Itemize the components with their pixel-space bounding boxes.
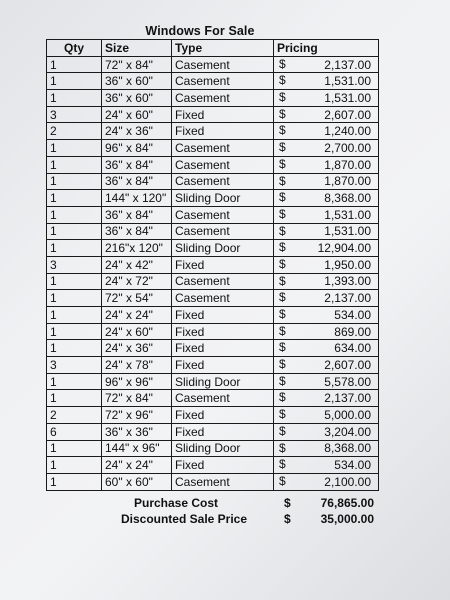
type-cell: Casement (172, 206, 274, 223)
currency-symbol: $ (279, 106, 286, 121)
header-size: Size (102, 40, 172, 57)
currency-symbol: $ (279, 206, 286, 221)
type-cell: Casement (172, 156, 274, 173)
price-cell (274, 357, 379, 374)
type-cell: Fixed (172, 340, 274, 357)
size-cell: 216"x 120" (102, 240, 172, 257)
table-row (47, 357, 379, 374)
price-cell (274, 90, 379, 107)
size-cell: 36" x 84" (102, 223, 172, 240)
table-row (47, 56, 379, 73)
purchase-cost-label: Purchase Cost (133, 496, 219, 510)
currency-symbol: $ (279, 56, 286, 71)
currency-symbol: $ (279, 140, 286, 155)
qty-cell: 1 (47, 90, 102, 107)
qty-cell: 1 (47, 140, 102, 157)
price-cell (274, 156, 379, 173)
table-body (47, 56, 379, 490)
size-cell: 36" x 36" (102, 423, 172, 440)
type-cell: Fixed (172, 323, 274, 340)
qty-cell: 1 (47, 390, 102, 407)
size-cell: 72" x 96" (102, 407, 172, 424)
currency-symbol: $ (279, 373, 286, 388)
price-amount: 3,204.00 (324, 424, 371, 439)
price-cell (274, 473, 379, 490)
type-cell: Casement (172, 273, 274, 290)
table-row (47, 223, 379, 240)
price-cell (274, 373, 379, 390)
size-cell: 36" x 60" (102, 73, 172, 90)
price-amount: 634.00 (334, 341, 371, 356)
header-type: Type (172, 40, 274, 57)
currency-symbol: $ (279, 357, 286, 372)
currency-symbol: $ (279, 323, 286, 338)
table-row (47, 423, 379, 440)
type-cell: Casement (172, 223, 274, 240)
price-amount: 1,531.00 (324, 90, 371, 105)
type-cell: Casement (172, 73, 274, 90)
currency-symbol: $ (279, 173, 286, 188)
discounted-price-row (46, 511, 378, 527)
table-row (47, 373, 379, 390)
price-cell (274, 73, 379, 90)
qty-cell: 1 (47, 373, 102, 390)
price-cell (274, 440, 379, 457)
qty-cell: 2 (47, 407, 102, 424)
qty-cell: 1 (47, 56, 102, 73)
currency-symbol: $ (279, 307, 286, 321)
size-cell: 36" x 84" (102, 173, 172, 190)
currency-symbol: $ (279, 156, 286, 171)
price-amount: 1,531.00 (324, 224, 371, 239)
qty-cell: 1 (47, 440, 102, 457)
currency-symbol: $ (279, 290, 286, 305)
discounted-price-currency: $ (284, 512, 291, 526)
table-row (47, 323, 379, 340)
qty-cell: 1 (47, 290, 102, 307)
purchase-cost-currency: $ (284, 496, 291, 510)
purchase-cost-value: 76,865.00 (320, 496, 374, 510)
qty-cell: 6 (47, 423, 102, 440)
size-cell: 144" x 96" (102, 440, 172, 457)
qty-cell: 1 (47, 156, 102, 173)
table-row (47, 173, 379, 190)
size-cell: 24" x 24" (102, 307, 172, 324)
size-cell: 96" x 84" (102, 140, 172, 157)
type-cell: Fixed (172, 423, 274, 440)
currency-symbol: $ (279, 240, 286, 255)
price-amount: 534.00 (334, 458, 371, 473)
type-cell: Sliding Door (172, 373, 274, 390)
size-cell: 24" x 36" (102, 123, 172, 140)
size-cell: 96" x 96" (102, 373, 172, 390)
price-cell (274, 457, 379, 474)
table-row (47, 240, 379, 257)
qty-cell: 1 (47, 173, 102, 190)
size-cell: 72" x 84" (102, 56, 172, 73)
price-cell (274, 323, 379, 340)
price-cell (274, 290, 379, 307)
type-cell: Casement (172, 56, 274, 73)
type-cell: Fixed (172, 106, 274, 123)
size-cell: 24" x 36" (102, 340, 172, 357)
size-cell: 36" x 60" (102, 90, 172, 107)
price-amount: 1,950.00 (324, 257, 371, 272)
price-amount: 2,137.00 (324, 291, 371, 306)
table-row (47, 440, 379, 457)
price-cell (274, 273, 379, 290)
currency-symbol: $ (279, 423, 286, 438)
price-amount: 5,000.00 (324, 407, 371, 422)
price-cell (274, 140, 379, 157)
currency-symbol: $ (279, 223, 286, 238)
size-cell: 144" x 120" (102, 190, 172, 207)
price-cell (274, 240, 379, 257)
currency-symbol: $ (279, 407, 286, 422)
type-cell: Casement (172, 90, 274, 107)
price-cell (274, 206, 379, 223)
type-cell: Fixed (172, 256, 274, 273)
price-amount: 12,904.00 (317, 241, 371, 256)
qty-cell: 1 (47, 206, 102, 223)
currency-symbol: $ (279, 90, 286, 105)
header-pricing: Pricing (274, 40, 379, 57)
currency-symbol: $ (279, 457, 286, 472)
qty-cell: 1 (47, 340, 102, 357)
table-row (47, 473, 379, 490)
currency-symbol: $ (279, 256, 286, 271)
price-amount: 5,578.00 (324, 374, 371, 389)
type-cell: Casement (172, 390, 274, 407)
table-row (47, 140, 379, 157)
price-amount: 1,870.00 (324, 174, 371, 189)
table-row (47, 256, 379, 273)
type-cell: Casement (172, 290, 274, 307)
size-cell: 36" x 84" (102, 206, 172, 223)
table-row (47, 123, 379, 140)
currency-symbol: $ (279, 123, 286, 138)
table-row (47, 206, 379, 223)
type-cell: Fixed (172, 307, 274, 324)
qty-cell: 1 (47, 323, 102, 340)
type-cell: Sliding Door (172, 190, 274, 207)
price-amount: 1,531.00 (324, 74, 371, 89)
price-cell (274, 123, 379, 140)
table-header-row (47, 40, 379, 57)
price-cell (274, 307, 379, 324)
price-cell (274, 56, 379, 73)
type-cell: Casement (172, 473, 274, 490)
currency-symbol: $ (279, 340, 286, 355)
qty-cell: 1 (47, 73, 102, 90)
discounted-price-label: Discounted Sale Price (120, 512, 248, 526)
size-cell: 24" x 78" (102, 357, 172, 374)
price-amount: 534.00 (334, 307, 371, 322)
table-row (47, 106, 379, 123)
qty-cell: 1 (47, 307, 102, 324)
purchase-cost-row (46, 495, 378, 511)
price-amount: 2,607.00 (324, 357, 371, 372)
price-amount: 1,240.00 (324, 124, 371, 139)
type-cell: Sliding Door (172, 440, 274, 457)
currency-symbol: $ (279, 273, 286, 288)
table-row (47, 407, 379, 424)
type-cell: Casement (172, 173, 274, 190)
table-row (47, 290, 379, 307)
price-cell (274, 223, 379, 240)
size-cell: 24" x 60" (102, 323, 172, 340)
type-cell: Fixed (172, 357, 274, 374)
currency-symbol: $ (279, 473, 286, 488)
table-row (47, 307, 379, 324)
size-cell: 72" x 54" (102, 290, 172, 307)
price-amount: 2,700.00 (324, 140, 371, 155)
price-amount: 869.00 (334, 324, 371, 339)
size-cell: 72" x 84" (102, 390, 172, 407)
price-cell (274, 390, 379, 407)
windows-table (46, 39, 379, 491)
price-amount: 1,531.00 (324, 207, 371, 222)
price-cell (274, 407, 379, 424)
price-amount: 2,607.00 (324, 107, 371, 122)
price-cell (274, 340, 379, 357)
type-cell: Sliding Door (172, 240, 274, 257)
table-row (47, 273, 379, 290)
table-row (47, 156, 379, 173)
table-row (47, 190, 379, 207)
table-row (47, 457, 379, 474)
type-cell: Casement (172, 140, 274, 157)
qty-cell: 2 (47, 123, 102, 140)
currency-symbol: $ (279, 190, 286, 205)
qty-cell: 1 (47, 190, 102, 207)
qty-cell: 3 (47, 256, 102, 273)
price-amount: 1,393.00 (324, 274, 371, 289)
type-cell: Fixed (172, 457, 274, 474)
size-cell: 24" x 60" (102, 106, 172, 123)
price-amount: 2,137.00 (324, 57, 371, 72)
qty-cell: 1 (47, 457, 102, 474)
table-row (47, 340, 379, 357)
qty-cell: 1 (47, 473, 102, 490)
currency-symbol: $ (279, 440, 286, 455)
size-cell: 24" x 42" (102, 256, 172, 273)
currency-symbol: $ (279, 390, 286, 405)
price-cell (274, 190, 379, 207)
size-cell: 60" x 60" (102, 473, 172, 490)
size-cell: 24" x 72" (102, 273, 172, 290)
price-amount: 8,368.00 (324, 441, 371, 456)
table-row (47, 73, 379, 90)
price-amount: 2,137.00 (324, 391, 371, 406)
table-row (47, 90, 379, 107)
size-cell: 36" x 84" (102, 156, 172, 173)
price-cell (274, 106, 379, 123)
table-row (47, 390, 379, 407)
price-cell (274, 256, 379, 273)
price-cell (274, 423, 379, 440)
qty-cell: 1 (47, 273, 102, 290)
size-cell: 24" x 24" (102, 457, 172, 474)
qty-cell: 1 (47, 240, 102, 257)
header-qty: Qty (47, 40, 102, 57)
price-amount: 1,870.00 (324, 157, 371, 172)
type-cell: Fixed (172, 407, 274, 424)
price-amount: 2,100.00 (324, 474, 371, 489)
currency-symbol: $ (279, 73, 286, 88)
discounted-price-value: 35,000.00 (320, 512, 374, 526)
price-amount: 8,368.00 (324, 191, 371, 206)
qty-cell: 3 (47, 357, 102, 374)
document-title: Windows For Sale (145, 24, 255, 38)
price-cell (274, 173, 379, 190)
qty-cell: 1 (47, 223, 102, 240)
qty-cell: 3 (47, 106, 102, 123)
type-cell: Fixed (172, 123, 274, 140)
